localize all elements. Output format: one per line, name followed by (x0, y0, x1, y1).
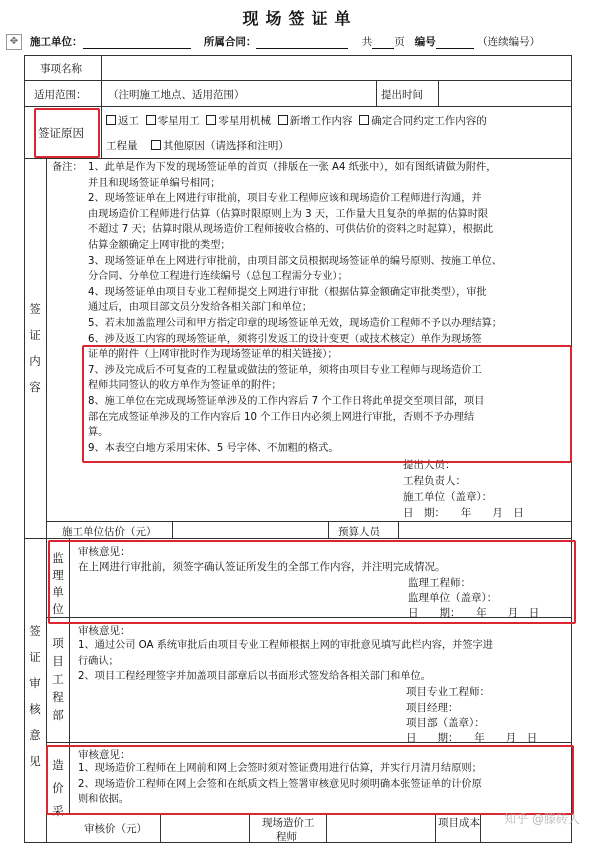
engineer-label: 工程负责人： (403, 475, 466, 487)
checkbox-icon (206, 115, 216, 125)
contract-label: 所属合同： (203, 36, 257, 48)
note-line: 9、本表空白地方采用宋体、5 号字体、不加粗的格式。 (88, 442, 339, 454)
supervision-text: 在上网进行审批前，须签字确认签证所发生的全部工作内容，并注明完成情况。 (78, 561, 446, 573)
note-line: 2、现场签证单在上网进行审批前，项目专业工程师应该和现场造价工程师进行沟通，并 (88, 193, 482, 205)
highlight-reason (34, 108, 100, 158)
cost-heading: 审核意见： (78, 749, 131, 761)
cost-engineer-label-1: 现场造价工 (262, 817, 315, 829)
proposer-label: 提出人员： (403, 459, 456, 471)
note-line: 分合同、分单位工程进行连续编号（总包工程需分专业）； (88, 271, 348, 283)
contract-field[interactable] (256, 36, 348, 49)
project-date: 日 期： 年 月 日 (406, 732, 538, 744)
project-heading: 审核意见： (78, 625, 131, 637)
project-lines (78, 638, 568, 685)
supervision-date: 日 期： 年 月 日 (408, 607, 540, 619)
unit-label: 施工单位： (30, 36, 83, 48)
estimate-label: 施工单位估价（元） (62, 526, 157, 538)
item-name-label: 事项名称 (40, 63, 82, 75)
page-title: 现场签证单 (242, 9, 358, 28)
review-price-label: 审核价（元） (84, 823, 147, 835)
project-cost-label: 项目成本 (438, 817, 480, 829)
cost-note-line: 1、现场造价工程师在上网前和网上会签时须对签证费用进行估算，并实行月清月结原则； (78, 763, 482, 774)
note-line: 证单的附件（上网审批时作为现场签证单的相关链接）； (88, 349, 338, 361)
reason-labor[interactable]: 零星用工 (146, 115, 200, 127)
reason-new-work[interactable]: 新增工作内容 (278, 115, 353, 127)
budget-person-label: 预算人员 (338, 526, 380, 538)
checkbox-icon (146, 115, 156, 125)
supervision-engineer: 监理工程师： (408, 577, 471, 589)
reason-machinery[interactable]: 零星用机械 (206, 115, 271, 127)
note-line: 部在完成签证单涉及的工作内容后 10 个工作日内必须上网进行审批，否则不予办理结 (88, 411, 475, 423)
page-label: 页 (394, 36, 405, 48)
note-line: 6、涉及返工内容的现场签证单，须将引发返工的设计变更（或技术核定）单作为现场签 (88, 333, 482, 345)
reason-quantity: 工程量 (106, 140, 138, 152)
project-note-line: 行确认； (78, 655, 119, 667)
reason-rework[interactable]: 返工 (106, 115, 139, 127)
cost-engineer-field[interactable] (330, 816, 432, 840)
note-line: 不超过 7 天；估算时限从现场造价工程师接收合格的、可供估价的资料之时起算），根据此 (88, 224, 494, 236)
review-price-field[interactable] (164, 816, 246, 840)
checkbox-icon (151, 140, 161, 150)
reason-other[interactable]: 其他原因（请选择和注明） (151, 140, 289, 152)
note-line: 8、施工单位在完成现场签证单涉及的工作内容后 7 个工作日将此单提交至项目部，项目 (88, 395, 485, 407)
number-label: 编号 (414, 36, 436, 48)
note-line: 并且和现场签证单编号相同； (88, 177, 221, 189)
note-line: 1、此单是作为下发的现场签证单的首页（排版在一张 A4 纸张中），如有图纸请做为附件， (88, 162, 497, 173)
watermark: 知乎 @滕砖人 (504, 812, 580, 826)
project-note-line: 1、通过公司 OA 系统审批后由项目专业工程师根据上网的审批意见填写此栏内容，并签字进 (78, 640, 493, 651)
note-line: 估算金额确定上网审批的类型； (88, 239, 231, 251)
scope-label: 适用范围： (34, 89, 87, 101)
form-header (30, 34, 540, 49)
item-name-field[interactable] (106, 59, 566, 77)
submit-time-label: 提出时间 (381, 89, 423, 101)
signoff-date: 日 期： 年 月 日 (403, 507, 524, 519)
project-manager: 项目经理： (406, 702, 459, 714)
scope-hint: （注明施工地点、适用范围） (108, 89, 245, 101)
notes-prefix: 备注： (52, 162, 83, 173)
content-side-label: 签 证 内 容 (29, 302, 41, 394)
budget-person-field[interactable] (402, 523, 566, 537)
note-line: 7、涉及完成后不可复查的工程量或做法的签证单，须将由项目专业工程师与现场造价工 (88, 364, 482, 376)
cost-engineer-label-2: 程师 (276, 831, 297, 843)
checkbox-icon (106, 115, 116, 125)
checkbox-icon (278, 115, 288, 125)
reason-label: 签证原因 (38, 126, 84, 140)
highlight-supervision (48, 540, 576, 624)
move-handle-icon[interactable]: ✥ (6, 34, 22, 50)
note-line: 3、现场签证单在上网进行审批前，由项目部文员根据现场签证单的编号原则、按施工单位、 (88, 255, 502, 267)
checkbox-icon (359, 115, 369, 125)
note-line: 算。 (88, 427, 109, 439)
total-pages-field[interactable] (372, 36, 394, 49)
reason-options-line2 (106, 138, 289, 153)
note-line: 由现场造价工程师进行估算（估算时限原则上为 3 天，工作量大且复杂的单据的估算时限 (88, 208, 489, 220)
project-engineer: 项目专业工程师： (406, 686, 490, 698)
project-seal: 项目部（盖章）： (406, 717, 485, 729)
highlight-notes-6-8 (82, 345, 572, 463)
estimate-field[interactable] (176, 523, 324, 537)
unit-field[interactable] (83, 36, 191, 49)
reason-options-line1 (106, 113, 487, 128)
supervision-seal: 监理单位（盖章）： (408, 592, 498, 604)
number-field[interactable] (436, 36, 474, 49)
project-note-line: 2、项目工程经理签字并加盖项目部章后以书面形式签发给各相关部门和单位。 (78, 671, 431, 682)
cost-note-line: 则和依据。 (78, 794, 129, 805)
reason-contract-qty[interactable]: 确定合同约定工作内容的 (359, 115, 487, 127)
project-side-label: 项 目 工 程 部 (52, 636, 64, 722)
highlight-cost (46, 745, 574, 815)
review-side-label: 签 证 审 核 意 见 (29, 624, 41, 768)
note-line: 4、现场签证单由项目专业工程师提交上网进行审批（根据估算金额确定审批类型），审批 (88, 286, 487, 298)
serial-note: （连续编号） (477, 36, 541, 48)
submit-time-field[interactable] (442, 84, 566, 102)
unit-seal-label: 施工单位（盖章）： (403, 491, 493, 503)
note-line: 程师共同签认的收方单作为签证单的附件； (88, 380, 282, 392)
cost-side-label: 造 价 采 (52, 758, 64, 818)
supervision-heading: 审核意见： (78, 546, 131, 558)
note-line: 5、若未加盖监理公司和甲方指定印章的现场签证单无效，现场造价工程师不予以办理结算； (88, 317, 502, 329)
total-label: 共 (361, 36, 373, 48)
supervision-side-label: 监 理 单 位 (52, 551, 64, 616)
note-line: 通过后，由项目部文员分发给各相关部门和单位； (88, 302, 313, 314)
cost-note-line: 2、现场造价工程师在网上会签和在纸质文档上签署审核意见时须明确本张签证单的计价原 (78, 778, 482, 790)
